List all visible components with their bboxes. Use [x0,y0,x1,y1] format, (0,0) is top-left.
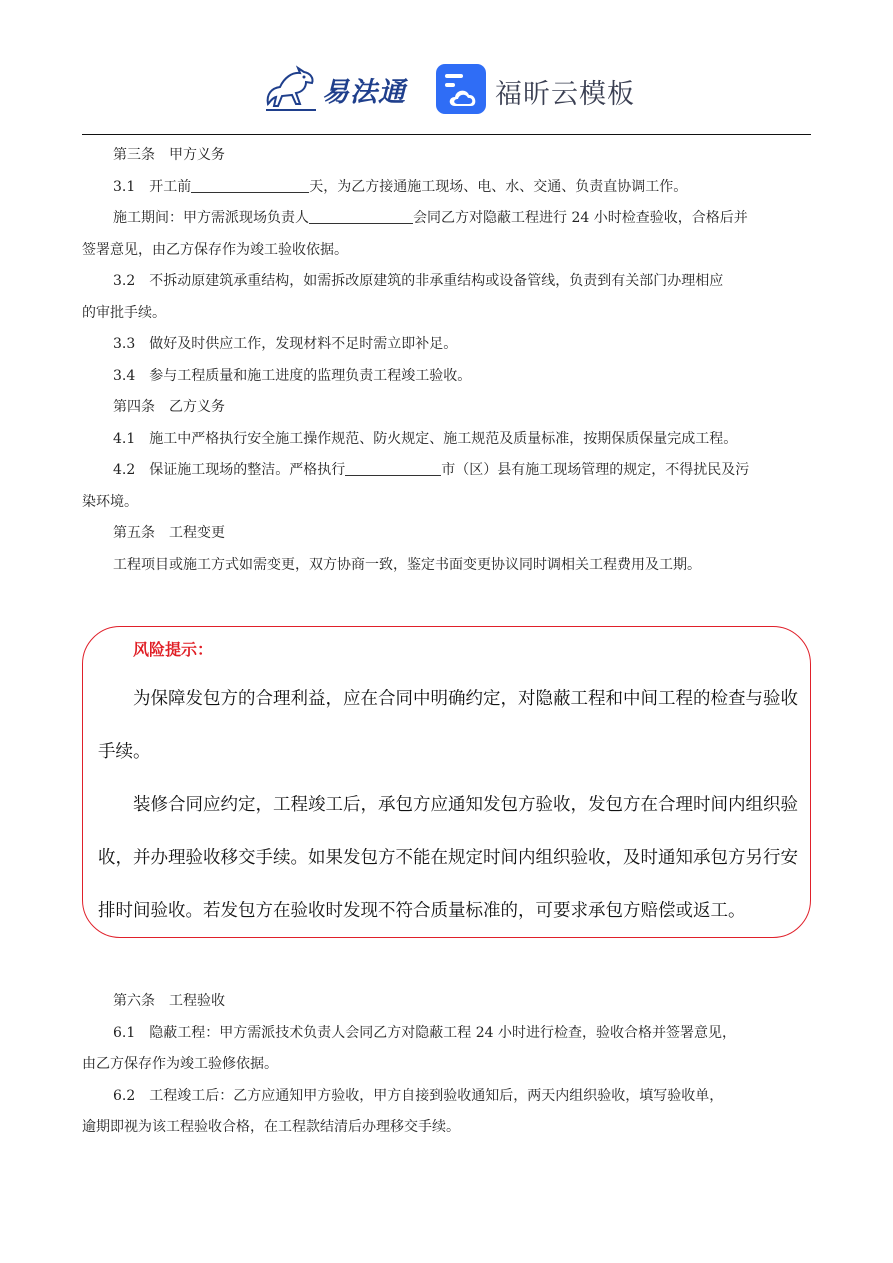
clause-4-1: 4.1 施工中严格执行安全施工操作规范、防火规定、施工规范及质量标准，按期保质保量完成工程。 [113,430,738,447]
clause-4-2-cont: 染环境。 [82,493,138,510]
fuxin-cloud-icon [436,64,486,114]
risk-warning-body [98,673,798,938]
risk-line: 排时间验收。若发包方在验收时发现不符合质量标准的，可要求承包方赔偿或返工。 [98,901,746,921]
section5-title: 第五条 工程变更 [113,525,225,541]
risk-line: 手续。 [98,742,151,762]
risk-line: 装修合同应约定，工程竣工后，承包方应通知发包方验收，发包方在合理时间内组织验 [133,795,798,815]
clause-6-1: 6.1 隐蔽工程：甲方需派技术负责人会同乙方对隐蔽工程 24 小时进行检查，验收合格并签署意见， [113,1024,736,1041]
risk-line: 为保障发包方的合理利益，应在合同中明确约定，对隐蔽工程和中间工程的检查与验收 [133,689,798,709]
blank-manager-field [309,208,413,224]
clause-3-4: 3.4 参与工程质量和施工进度的监理负责工程竣工验收。 [113,367,472,384]
horse-emblem-icon [262,64,320,114]
risk-warning-box [82,626,811,938]
clause-6-1-cont: 由乙方保存作为竣工验修依据。 [82,1056,278,1072]
clause-3-1: 3.1 开工前 天，为乙方接通施工现场、电、水、交通、负责直协调工作。 [113,178,688,195]
yifatong-logo [262,64,414,114]
risk-warning-title: 风险提示： [133,640,214,659]
contract-body-lower [82,986,812,1144]
clause-4-2: 4.2 保证施工现场的整洁。严格执行 市（区）县有施工现场管理的规定，不得扰民及污 [113,462,750,478]
section6-title: 第六条 工程验收 [113,993,225,1009]
risk-line: 收，并办理验收移交手续。如果发包方不能在规定时间内组织验收，及时通知承包方另行安 [98,848,798,868]
header-divider [82,134,811,135]
clause-3-2: 3.2 不拆动原建筑承重结构，如需拆改原建筑的非承重结构或设备管线，负责到有关部门办理相应 [113,273,724,289]
blank-city-field [345,460,441,476]
blank-days-field [191,177,309,193]
clause-site-manager-cont: 签署意见，由乙方保存作为竣工验收依据。 [82,241,348,258]
page-header [0,58,893,122]
logo1-text: 易法通 [322,77,406,108]
clause-3-2-cont: 的审批手续。 [82,304,166,321]
clause-3-3: 3.3 做好及时供应工作，发现材料不足时需立即补足。 [113,336,458,352]
contract-body-upper [82,140,812,581]
clause-site-manager: 施工期间：甲方需派现场负责人 会同乙方对隐蔽工程进行 24 小时检查验收，合格后并 [113,210,748,226]
section4-title: 第四条 乙方义务 [113,399,225,415]
clause-6-2-cont: 逾期即视为该工程验收合格，在工程款结清后办理移交手续。 [82,1119,460,1135]
clause-5-text: 工程项目或施工方式如需变更，双方协商一致，鉴定书面变更协议同时调相关工程费用及工期。 [113,556,701,573]
clause-6-2: 6.2 工程竣工后：乙方应通知甲方验收，甲方自接到验收通知后，两天内组织验收，填写验收单， [113,1087,724,1104]
logo2-text: 福昕云模板 [495,79,635,110]
section3-title: 第三条 甲方义务 [113,147,225,163]
